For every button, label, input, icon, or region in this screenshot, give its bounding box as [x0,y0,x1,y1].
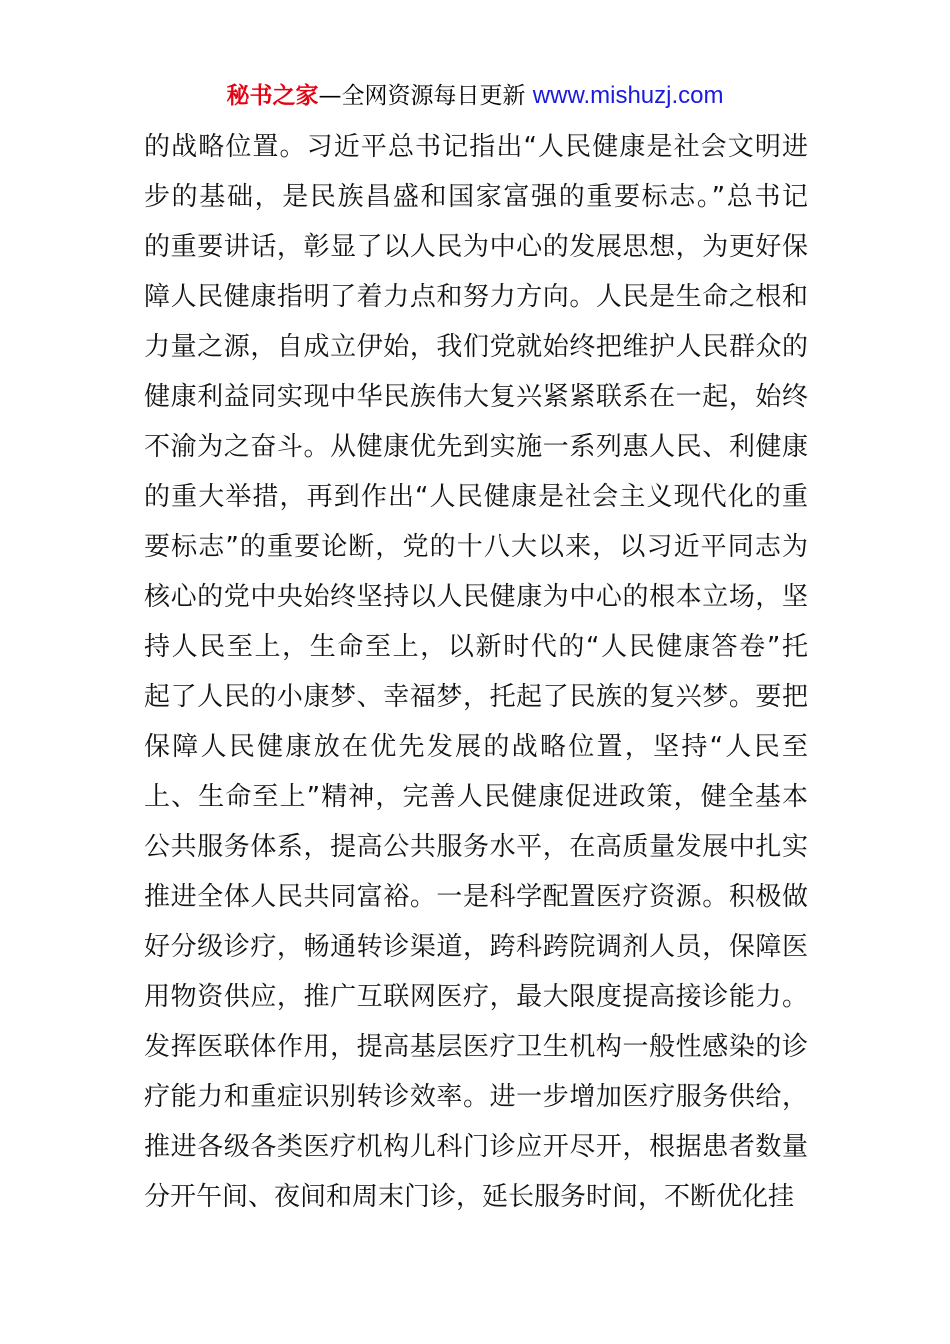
text-line: 障人民健康指明了着力点和努力方向。人民是生命之根和 [144,282,808,312]
text-line: 好分级诊疗，畅通转诊渠道，跨科跨院调剂人员，保障医 [144,932,808,962]
text-line: 疗能力和重症识别转诊效率。进一步增加医疗服务供给， [144,1082,808,1112]
text-line: 步的基础，是民族昌盛和国家富强的重要标志。”总书记 [144,182,808,212]
text-line: 推进全体人民共同富裕。一是科学配置医疗资源。积极做 [144,882,808,912]
text-line: 要标志”的重要论断，党的十八大以来，以习近平同志为 [144,532,808,562]
text-line: 用物资供应，推广互联网医疗，最大限度提高接诊能力。 [144,982,808,1012]
brand-name: 秘书之家 [226,83,319,109]
document-body [144,122,808,1222]
site-tagline: —全网资源每日更新 [318,83,526,109]
text-line: 起了人民的小康梦、幸福梦，托起了民族的复兴梦。要把 [144,682,808,712]
text-line: 发挥医联体作用，提高基层医疗卫生机构一般性感染的诊 [144,1032,808,1062]
text-line: 分开午间、夜间和周末门诊，延长服务时间，不断优化挂 [144,1182,795,1212]
text-line: 力量之源，自成立伊始，我们党就始终把维护人民群众的 [144,332,808,362]
text-line: 的战略位置。习近平总书记指出“人民健康是社会文明进 [144,132,808,162]
text-line: 的重大举措，再到作出“人民健康是社会主义现代化的重 [144,482,808,512]
site-url-link[interactable]: www.mishuzj.com [532,82,724,109]
text-line: 健康利益同实现中华民族伟大复兴紧紧联系在一起，始终 [144,382,808,412]
text-line: 公共服务体系，提高公共服务水平，在高质量发展中扎实 [144,832,808,862]
text-line: 推进各级各类医疗机构儿科门诊应开尽开，根据患者数量 [144,1132,808,1162]
text-line: 不渝为之奋斗。从健康优先到实施一系列惠人民、利健康 [144,432,808,462]
text-line: 核心的党中央始终坚持以人民健康为中心的根本立场，坚 [144,582,808,612]
site-header [0,80,950,112]
text-line: 上、生命至上”精神，完善人民健康促进政策，健全基本 [144,782,808,812]
text-line: 的重要讲话，彰显了以人民为中心的发展思想，为更好保 [144,232,808,262]
text-line: 持人民至上，生命至上，以新时代的“人民健康答卷”托 [144,632,808,662]
text-line: 保障人民健康放在优先发展的战略位置，坚持“人民至 [144,732,808,762]
